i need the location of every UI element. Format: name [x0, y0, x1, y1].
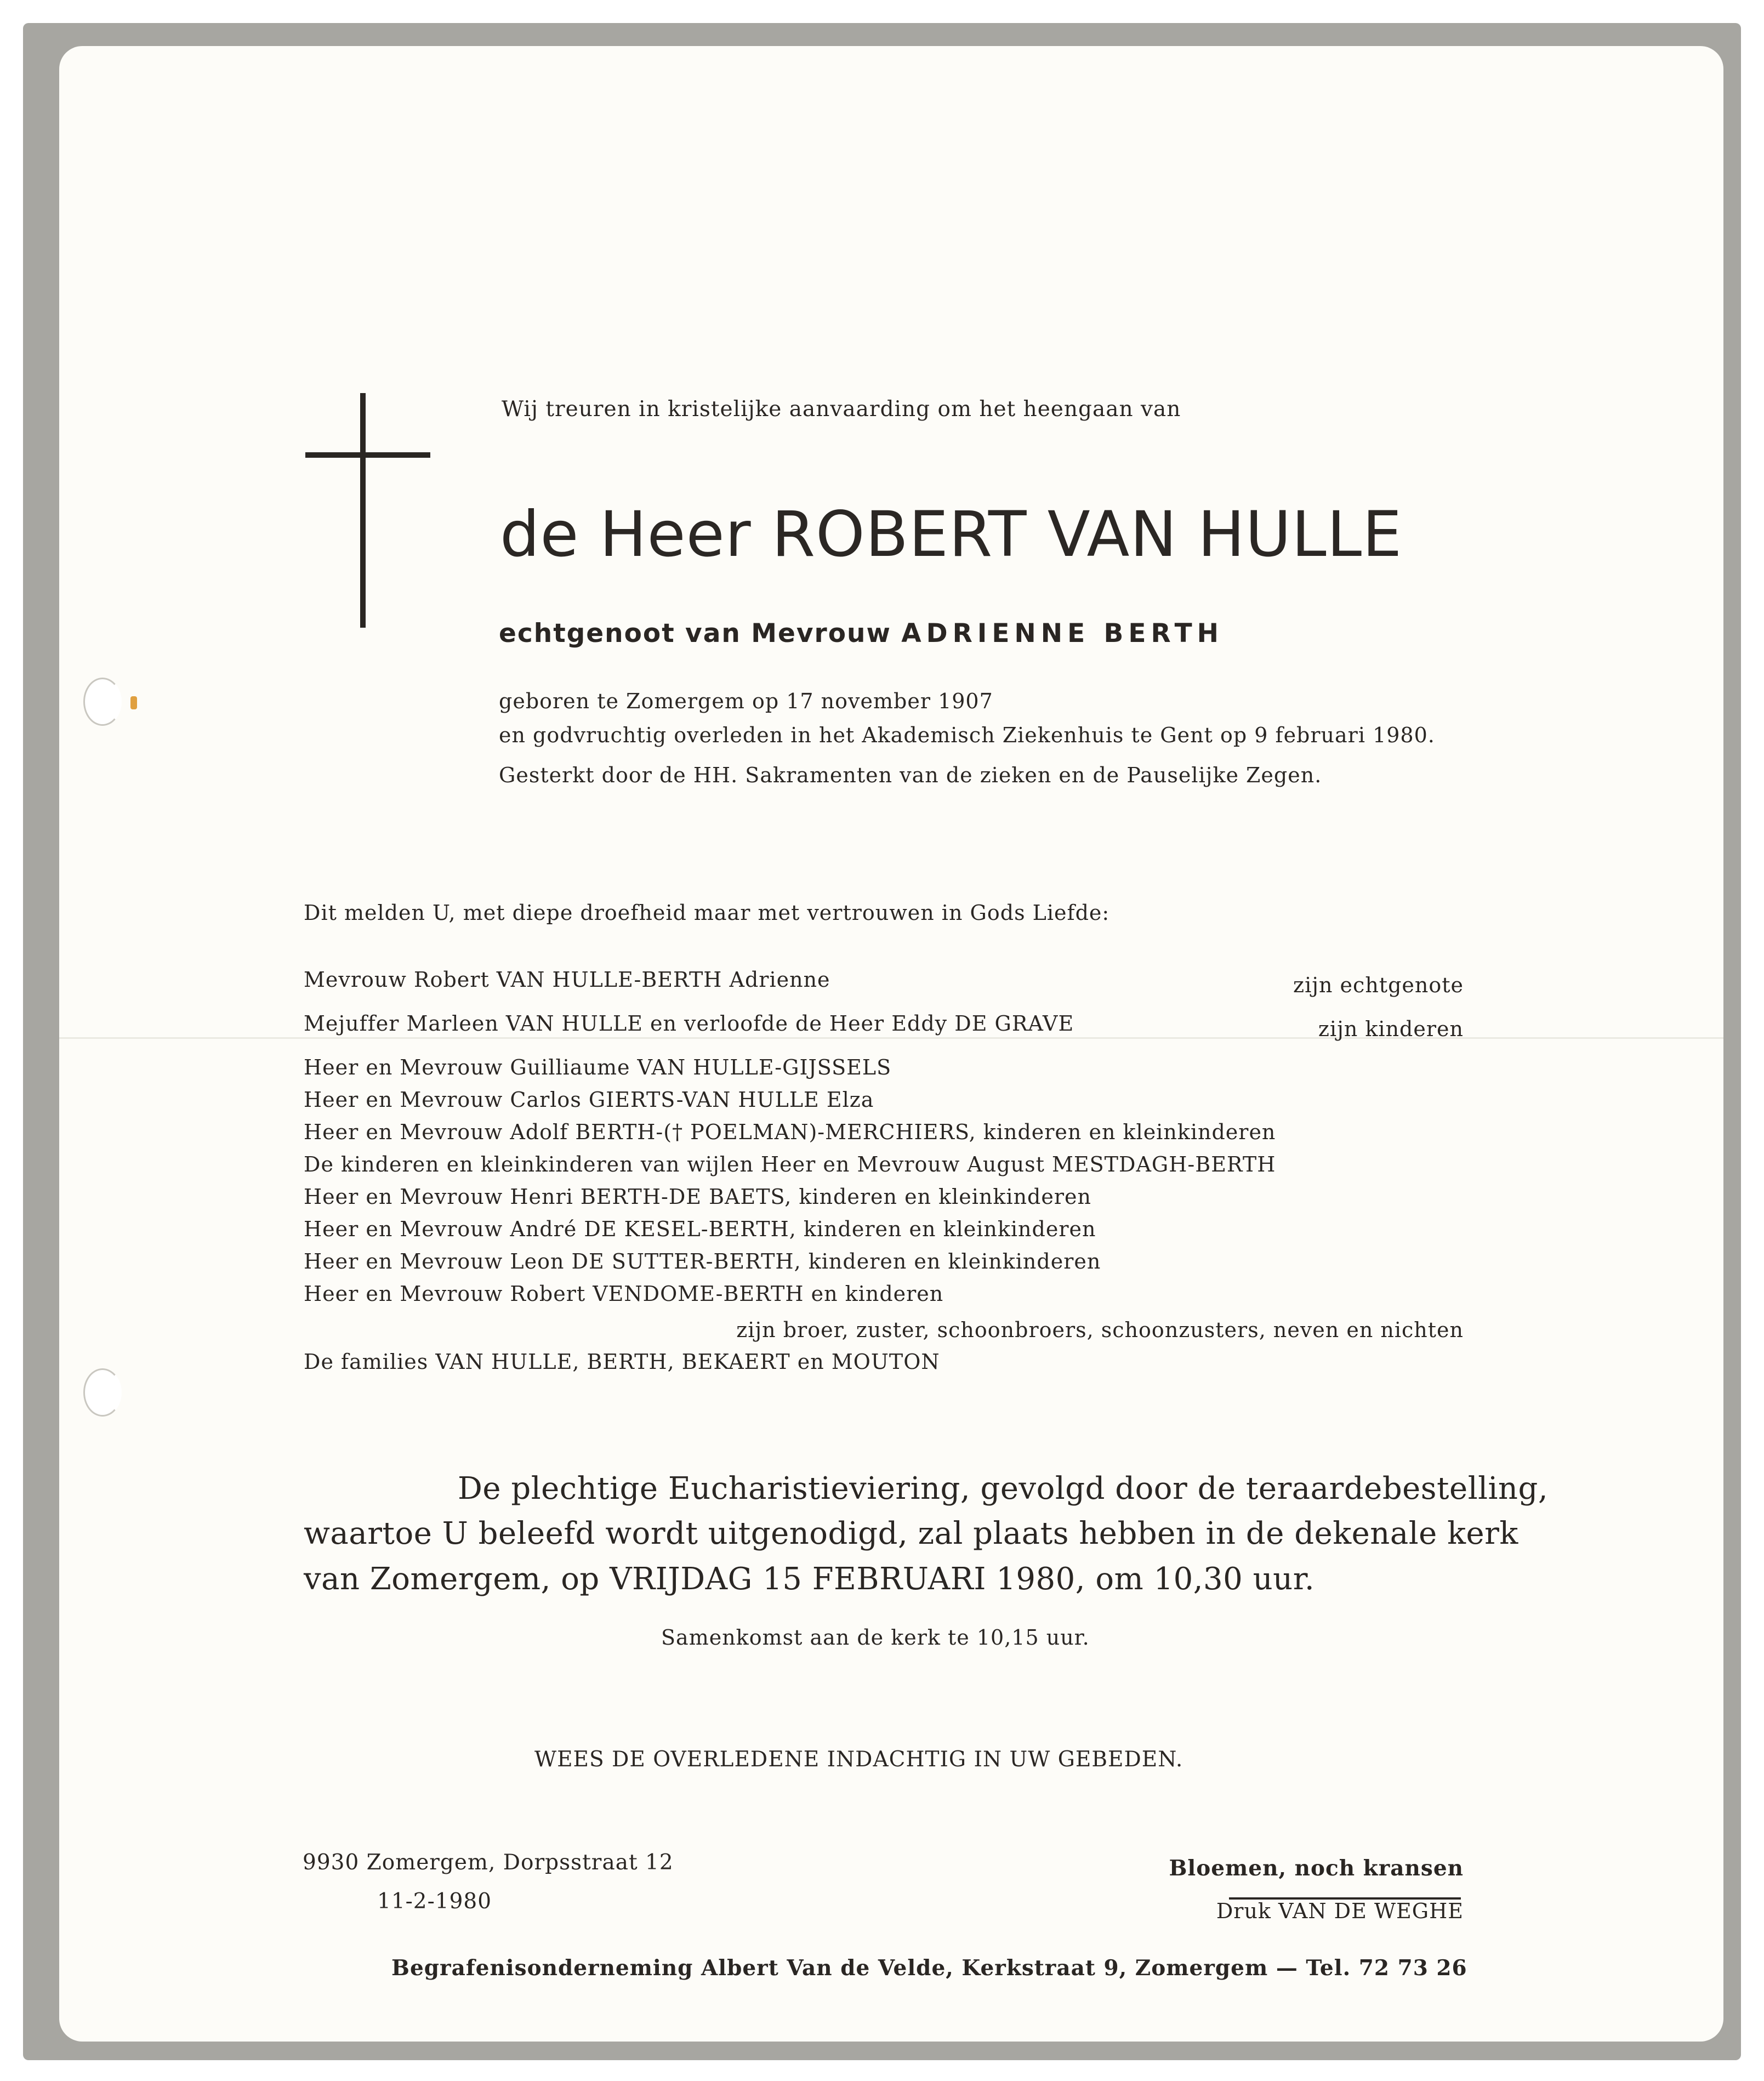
- printer-line: Druk VAN DE WEGHE: [1216, 1899, 1464, 1923]
- mass-line: waartoe U beleefd wordt uitgenodigd, zal plaats hebben in de dekenale kerk: [304, 1516, 1518, 1551]
- card-paper: [59, 46, 1723, 2042]
- date-line: 11-2-1980: [377, 1889, 492, 1914]
- punch-hole-icon: [83, 1368, 122, 1417]
- mourner-sibling: Heer en Mevrouw Robert VENDOME-BERTH en kinderen: [304, 1282, 944, 1306]
- prayer-line: WEES DE OVERLEDENE INDACHTIG IN UW GEBEDEN.: [534, 1747, 1183, 1772]
- gathering-line: Samenkomst aan de kerk te 10,15 uur.: [661, 1625, 1090, 1650]
- mourner-families: De families VAN HULLE, BERTH, BEKAERT en MOUTON: [304, 1350, 940, 1374]
- mourner-sibling: Heer en Mevrouw Carlos GIERTS-VAN HULLE Elza: [304, 1088, 874, 1112]
- mourner-sibling: De kinderen en kleinkinderen van wijlen Heer en Mevrouw August MESTDAGH-BERTH: [304, 1152, 1276, 1176]
- mourner-sibling: Heer en Mevrouw André DE KESEL-BERTH, kinderen en kleinkinderen: [304, 1217, 1096, 1241]
- mourner-sibling: Heer en Mevrouw Guilliaume VAN HULLE-GIJSSELS: [304, 1055, 892, 1079]
- announcement-line: Dit melden U, met diepe droefheid maar met vertrouwen in Gods Liefde:: [304, 901, 1110, 925]
- relation-children: zijn kinderen: [1318, 1017, 1464, 1041]
- sacraments-line: Gesterkt door de HH. Sakramenten van de zieken en de Pauselijke Zegen.: [499, 763, 1322, 787]
- deceased-name: de Heer ROBERT VAN HULLE: [500, 498, 1403, 571]
- address-line: 9930 Zomergem, Dorpsstraat 12: [303, 1850, 674, 1875]
- mourner-sibling: Heer en Mevrouw Adolf BERTH-(† POELMAN)-MERCHIERS, kinderen en kleinkinderen: [304, 1120, 1276, 1144]
- fold-line: [59, 1037, 1723, 1039]
- birth-line: geboren te Zomergem op 17 november 1907: [499, 689, 993, 713]
- intro-line: Wij treuren in kristelijke aanvaarding om het heengaan van: [502, 397, 1181, 422]
- spouse-line: [499, 618, 1224, 649]
- mourner-sibling: Heer en Mevrouw Leon DE SUTTER-BERTH, kinderen en kleinkinderen: [304, 1249, 1101, 1273]
- mass-line: van Zomergem, op VRIJDAG 15 FEBRUARI 1980, om 10,30 uur.: [304, 1561, 1315, 1597]
- cross-icon: [360, 393, 366, 628]
- undertaker-line: Begrafenisonderneming Albert Van de Velde, Kerkstraat 9, Zomergem — Tel. 72 73 26: [391, 1955, 1467, 1981]
- mourner-spouse: Mevrouw Robert VAN HULLE-BERTH Adrienne: [304, 968, 830, 992]
- flowers-line: Bloemen, noch kransen: [1169, 1856, 1464, 1881]
- mourner-children: Mejuffer Marleen VAN HULLE en verloofde de Heer Eddy DE GRAVE: [304, 1011, 1074, 1036]
- spouse-prefix: echtgenoot van Mevrouw: [499, 618, 891, 649]
- death-line: en godvruchtig overleden in het Akademisch Ziekenhuis te Gent op 9 februari 1980.: [499, 723, 1435, 747]
- relation-spouse: zijn echtgenote: [1293, 973, 1464, 997]
- spouse-name: ADRIENNE BERTH: [901, 618, 1224, 649]
- mass-line: De plechtige Eucharistieviering, gevolgd door de teraardebestelling,: [458, 1471, 1549, 1506]
- punch-hole-icon: [83, 678, 122, 726]
- relation-siblings: zijn broer, zuster, schoonbroers, schoonzusters, neven en nichten: [736, 1318, 1464, 1342]
- punch-hole-mark: [130, 696, 137, 709]
- cross-icon-bar: [305, 452, 430, 458]
- mourner-sibling: Heer en Mevrouw Henri BERTH-DE BAETS, kinderen en kleinkinderen: [304, 1185, 1091, 1209]
